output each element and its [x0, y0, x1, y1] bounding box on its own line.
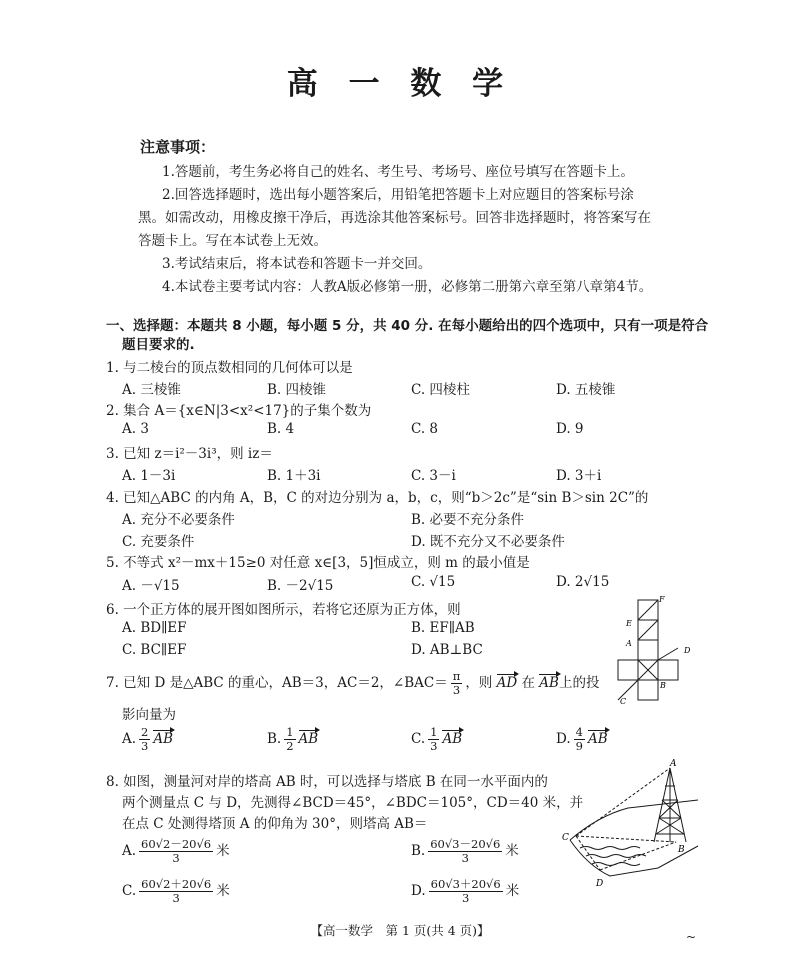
- q5-option-c: C. √15: [411, 574, 456, 590]
- q5-option-d: D. 2√15: [556, 574, 610, 590]
- q6-option-a: A. BD∥EF: [122, 620, 187, 636]
- notice-line-3: 黑。如需改动，用橡皮擦干净后，再选涂其他答案标号。回答非选择题时，将答案写在: [138, 210, 651, 226]
- net-label-e: E: [626, 619, 632, 628]
- q8-option-b: [411, 838, 519, 865]
- q8-a-unit: 米: [216, 843, 230, 860]
- notice-line-1: 1.答题前，考生务必将自己的姓名、考生号、考场号、座位号填写在答题卡上。: [162, 164, 634, 180]
- question-5-stem: 5. 不等式 x²－mx＋15≥0 对任意 x∈[3，5]恒成立，则 m 的最小值是: [106, 555, 530, 571]
- net-label-d: D: [684, 646, 691, 655]
- q7-b-num: 1: [286, 725, 294, 739]
- q8-d-label: D.: [411, 883, 426, 900]
- q4-option-c: C. 充要条件: [122, 534, 195, 550]
- q7-d-num: 4: [575, 725, 583, 739]
- q3-option-c: C. 3－i: [411, 468, 456, 484]
- question-8-line-3: 在点 C 处测得塔顶 A 的仰角为 30°，则塔高 AB＝: [122, 816, 428, 832]
- q1-option-b: B. 四棱锥: [267, 382, 327, 398]
- q7-option-a: [122, 726, 173, 753]
- q2-option-b: B. 4: [267, 421, 295, 437]
- q7-c-num: 1: [430, 725, 438, 739]
- q8-option-a: [122, 838, 230, 865]
- q1-option-c: C. 四棱柱: [411, 382, 470, 398]
- q7-stem-post: 上的投: [558, 675, 600, 692]
- q1-option-d: D. 五棱锥: [556, 382, 616, 398]
- q7-b-fraction: [284, 726, 295, 753]
- q7-stem-mid: ，则: [465, 675, 493, 692]
- q8-b-unit: 米: [505, 843, 519, 860]
- q7-b-den: 2: [286, 739, 294, 754]
- q8-a-num: 60√2－20√6: [141, 837, 212, 851]
- net-label-b: B: [660, 681, 666, 690]
- q7-a-fraction: [139, 726, 150, 753]
- question-1-stem: 1. 与二棱台的顶点数相同的几何体可以是: [106, 360, 353, 376]
- q8-b-fraction: [428, 838, 502, 865]
- notice-line-6: 4.本试卷主要考试内容：人教A版必修第一册，必修第二册第六章至第八章第4节。: [162, 279, 653, 295]
- section-heading-line-1: 一、选择题：本题共 8 小题，每小题 5 分，共 40 分. 在每小题给出的四个选项中，只有一项是符合: [106, 318, 709, 334]
- q7-b-vector: AB: [298, 731, 319, 748]
- q8-c-fraction: [139, 878, 213, 905]
- q7-angle-den: 3: [452, 683, 461, 698]
- page-title: 高 一 数 学: [286, 66, 514, 102]
- q2-option-a: A. 3: [122, 421, 149, 437]
- q3-option-b: B. 1＋3i: [267, 468, 321, 484]
- q8-d-den: 3: [462, 891, 470, 906]
- corner-mark: ~: [686, 930, 697, 944]
- q5-option-b: B. －2√15: [267, 578, 334, 594]
- q7-d-label: D.: [556, 731, 571, 748]
- q1-option-a: A. 三棱锥: [122, 382, 181, 398]
- notice-line-4: 答题卡上。写在本试卷上无效。: [138, 233, 327, 249]
- q8-option-d: [411, 878, 519, 905]
- question-3-stem: 3. 已知 z＝i²－3i³，则 iz＝: [106, 446, 273, 462]
- q7-c-fraction: [428, 726, 439, 753]
- net-label-c: C: [620, 697, 627, 706]
- q7-d-vector: AB: [587, 731, 608, 748]
- q5-option-a: A. －√15: [122, 578, 180, 594]
- q8-d-fraction: [429, 878, 503, 905]
- q7-option-d: [556, 726, 608, 753]
- tower-label-a: A: [670, 759, 677, 769]
- q8-a-den: 3: [172, 851, 180, 866]
- section-heading-line-2: 题目要求的.: [122, 337, 195, 353]
- q7-d-fraction: [574, 726, 585, 753]
- q8-b-label: B.: [411, 843, 426, 860]
- q7-angle-fraction: [451, 670, 463, 697]
- q8-c-label: C.: [122, 883, 137, 900]
- q7-c-label: C.: [411, 731, 426, 748]
- tower-label-b: B: [678, 845, 685, 855]
- q7-stem-line-2: 影向量为: [122, 707, 176, 723]
- q8-d-unit: 米: [505, 883, 520, 900]
- tower-label-c: C: [562, 833, 569, 843]
- net-label-f: F: [659, 595, 665, 604]
- q7-a-vector: AB: [153, 731, 174, 748]
- q4-option-d: D. 既不充分又不必要条件: [411, 534, 565, 550]
- tower-label-d: D: [596, 879, 604, 889]
- q7-stem-pre: 7. 已知 D 是△ABC 的重心，AB＝3，AC＝2，∠BAC＝: [106, 675, 448, 692]
- q8-b-den: 3: [461, 851, 469, 866]
- net-label-a: A: [626, 639, 632, 648]
- question-7-stem: [106, 670, 599, 697]
- q7-angle-num: π: [452, 669, 461, 683]
- q8-c-num: 60√2＋20√6: [141, 877, 212, 891]
- q2-option-c: C. 8: [411, 421, 439, 437]
- q8-b-num: 60√3－20√6: [430, 837, 501, 851]
- question-6-stem: 6. 一个正方体的展开图如图所示，若将它还原为正方体，则: [106, 602, 461, 618]
- q8-a-label: A.: [122, 843, 137, 860]
- q4-option-b: B. 必要不充分条件: [411, 512, 525, 528]
- tower-river-figure: [558, 756, 708, 892]
- q7-vector-ab: AB: [539, 675, 559, 692]
- q8-d-num: 60√3＋20√6: [430, 877, 501, 891]
- question-8-line-1: 8. 如图，测量河对岸的塔高 AB 时，可以选择与塔底 B 在同一水平面内的: [106, 774, 548, 790]
- q7-d-den: 9: [575, 739, 583, 754]
- q7-stem-on: 在: [521, 675, 535, 692]
- question-2-stem: 2. 集合 A＝{x∈N|3<x²<17}的子集个数为: [106, 403, 372, 419]
- q3-option-d: D. 3＋i: [556, 468, 602, 484]
- notice-line-5: 3.考试结束后，将本试卷和答题卡一并交回。: [162, 256, 432, 272]
- q2-option-d: D. 9: [556, 421, 584, 437]
- q7-option-c: [411, 726, 462, 753]
- q4-option-a: A. 充分不必要条件: [122, 512, 235, 528]
- notice-line-2: 2.回答选择题时，选出每小题答案后，用铅笔把答题卡上对应题目的答案标号涂: [162, 187, 634, 203]
- q7-c-den: 3: [430, 739, 438, 754]
- q6-option-b: B. EF∥AB: [411, 620, 475, 636]
- cube-net-figure: [614, 592, 704, 706]
- q3-option-a: A. 1－3i: [122, 468, 176, 484]
- q7-c-vector: AB: [442, 731, 463, 748]
- q8-a-fraction: [139, 838, 213, 865]
- q6-option-c: C. BC∥EF: [122, 642, 187, 658]
- q7-option-b: [267, 726, 318, 753]
- q7-a-num: 2: [141, 725, 149, 739]
- page-footer: 【高一数学 第 1 页(共 4 页)】: [310, 923, 490, 938]
- question-8-line-2: 两个测量点 C 与 D，先测得∠BCD＝45°，∠BDC＝105°，CD＝40 米，并: [122, 795, 584, 811]
- q7-a-den: 3: [141, 739, 149, 754]
- notice-heading: 注意事项：: [140, 138, 216, 156]
- q6-option-d: D. AB⊥BC: [411, 642, 483, 658]
- q7-a-label: A.: [122, 731, 137, 748]
- question-4-stem: 4. 已知△ABC 的内角 A，B，C 的对边分别为 a，b，c，则“b＞2c”是“sin B＞sin 2C”的: [106, 490, 649, 506]
- q7-vector-ad: AD: [496, 675, 518, 692]
- q8-c-unit: 米: [216, 883, 230, 900]
- q7-b-label: B.: [267, 731, 282, 748]
- q8-c-den: 3: [172, 891, 180, 906]
- q8-option-c: [122, 878, 230, 905]
